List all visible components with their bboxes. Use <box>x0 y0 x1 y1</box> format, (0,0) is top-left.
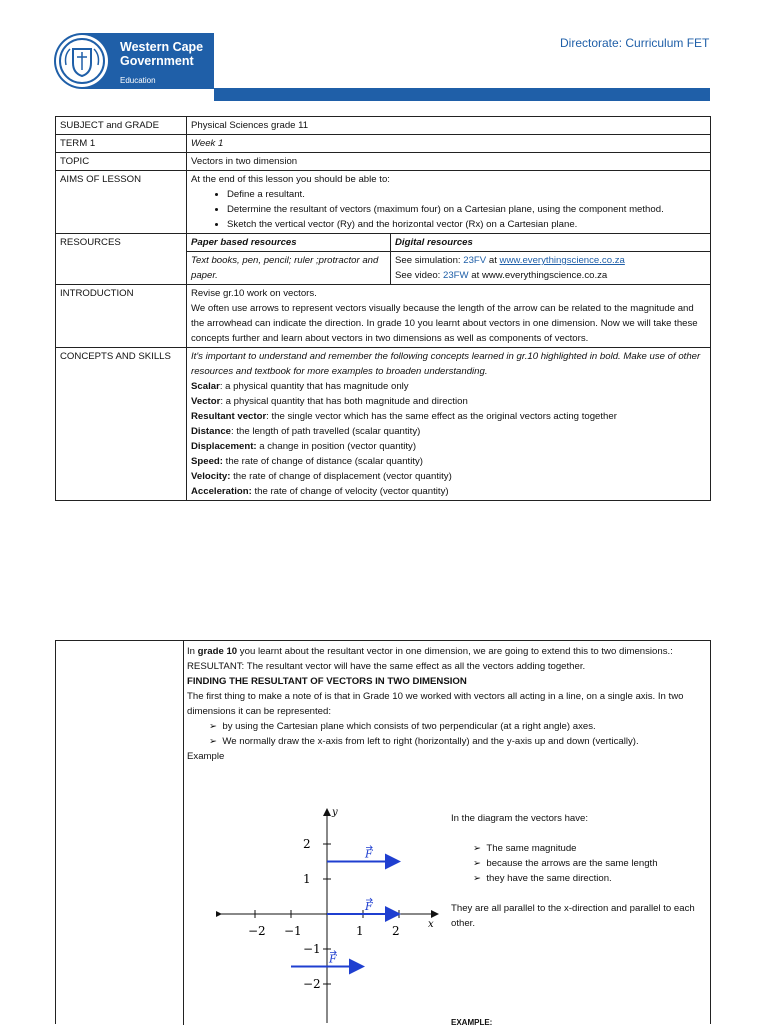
video-line <box>395 268 706 283</box>
term-definition: the rate of change of displacement (vector quantity) <box>230 471 452 482</box>
x-tick-label: 1 <box>356 924 364 938</box>
term-name: Acceleration: <box>191 486 252 497</box>
term-name: Speed: <box>191 456 223 467</box>
term-definition: : the single vector which has the same effect as the original vectors acting together <box>266 411 617 422</box>
term-definition: : the length of path travelled (scalar quantity) <box>231 426 421 437</box>
term-name: Resultant vector <box>191 411 267 422</box>
x-tick-label: −1 <box>284 924 302 938</box>
y-tick-label: 1 <box>303 872 311 886</box>
subject-label: SUBJECT and GRADE <box>56 117 187 135</box>
list-item: • Determine the resultant of vectors (maximum four) on a Cartesian plane, using the component method. <box>227 202 706 217</box>
concepts-note: It's important to understand and remember the following concepts learned in gr.10 highlighted in bold. Make use of other resources and textbook for more examples to broaden understanding. <box>191 351 701 377</box>
list-item: ➢ We normally draw the x-axis from left to right (horizontally) and the y-axis up and down (vertically). <box>209 736 639 747</box>
resources-label: RESOURCES <box>56 234 187 285</box>
digital-resources-cell <box>391 252 711 285</box>
list-item <box>191 469 706 484</box>
paragraph-two: The first thing to make a note of is that in Grade 10 we worked with vectors all acting in a line, on a single axis. In two dimensions it can be represented: <box>187 691 684 717</box>
vector-label: F <box>365 900 373 913</box>
topic-value: Vectors in two dimension <box>187 153 711 171</box>
bullet-text: by using the Cartesian plane which consists of two perpendicular (at a right angle) axes. <box>222 721 596 732</box>
video-url: www.everythingscience.co.za <box>481 270 608 281</box>
notes-intro: In the diagram the vectors have: <box>451 813 589 824</box>
x-tick-label: −2 <box>248 924 266 938</box>
list-item: ➢ they have the same direction. <box>473 873 612 884</box>
example-label: Example <box>187 751 225 762</box>
term-name: Velocity: <box>191 471 231 482</box>
bullet-text: they have the same direction. <box>486 873 612 884</box>
bold-text: grade 10 <box>197 646 238 657</box>
bullet-text: The same magnitude <box>486 843 577 854</box>
list-item <box>191 424 706 439</box>
subject-value: Physical Sciences grade 11 <box>187 117 711 135</box>
topic-label: TOPIC <box>56 153 187 171</box>
aims-cell <box>187 171 711 234</box>
vector-label: F <box>365 847 373 861</box>
term-definition: : a physical quantity that has both magnitude and direction <box>220 396 468 407</box>
term-value: Week 1 <box>187 135 711 153</box>
list-item <box>191 409 706 424</box>
y-tick-label: −2 <box>303 977 321 991</box>
bullet-text: We normally draw the x-axis from left to right (horizontally) and the y-axis up and down (vertically). <box>222 736 639 747</box>
term-name: Displacement: <box>191 441 257 452</box>
aims-list <box>191 187 706 232</box>
simulation-code-link[interactable]: 23FV <box>463 255 487 266</box>
table-row <box>56 348 711 501</box>
list-item <box>191 379 706 394</box>
concepts-label: CONCEPTS AND SKILLS <box>56 348 187 501</box>
list-item: ➢ by using the Cartesian plane which consists of two perpendicular (at a right angle) axes. <box>209 721 596 732</box>
table-row <box>56 234 711 252</box>
y-tick-label: 2 <box>303 837 311 851</box>
section-two-content <box>187 644 702 764</box>
wcg-logo <box>54 33 214 89</box>
list-item: • Define a resultant. <box>227 187 706 202</box>
notes-paragraph: They are all parallel to the x-direction and parallel to each other. <box>451 903 695 929</box>
table-row <box>56 117 711 135</box>
list-item: ➢ The same magnitude <box>473 843 577 854</box>
vector-diagram <box>216 801 466 1025</box>
column-divider <box>183 641 184 1025</box>
introduction-label: INTRODUCTION <box>56 285 187 348</box>
simulation-prefix: See simulation: <box>395 255 464 266</box>
section-heading: FINDING THE RESULTANT OF VECTORS IN TWO DIMENSION <box>187 676 467 687</box>
section-two-table <box>55 640 711 1027</box>
bullet-text: because the arrows are the same length <box>486 858 658 869</box>
x-tick-label: 2 <box>392 924 400 938</box>
table-row <box>56 135 711 153</box>
example-heading: EXAMPLE: <box>451 1018 493 1027</box>
aims-intro: At the end of this lesson you should be able to: <box>191 174 390 185</box>
term-definition: the rate of change of velocity (vector quantity) <box>251 486 449 497</box>
term-name: Vector <box>191 396 221 407</box>
directorate-title: Directorate: Curriculum FET <box>560 36 710 50</box>
list-item: ➢ because the arrows are the same length <box>473 858 658 869</box>
aims-label: AIMS OF LESSON <box>56 171 187 234</box>
term-name: Distance <box>191 426 231 437</box>
x-axis-label: x <box>428 919 434 930</box>
paragraph-grade10 <box>187 644 702 659</box>
video-prefix: See video: <box>395 270 444 281</box>
table-row <box>56 153 711 171</box>
logo-title: Western Cape Government <box>120 40 204 68</box>
lesson-plan-table <box>55 116 711 501</box>
term-definition: the rate of change of distance (scalar quantity) <box>223 456 423 467</box>
diagram-notes <box>451 811 711 931</box>
list-item <box>191 439 706 454</box>
simulation-line <box>395 253 706 268</box>
y-axis-label: y <box>332 807 338 818</box>
paper-resources-heading: Paper based resources <box>187 234 391 252</box>
introduction-text: Revise gr.10 work on vectors. We often use arrows to represent vectors visually because the length of the arrow can be related to the magnitude and the arrowhead can indicate the direction. In grade 10 you learnt about vectors in one dimension. Now we will take these concepts further and learn about vectors in two dimensions as well as components of vectors. <box>187 285 711 348</box>
term-name: Scalar <box>191 381 220 392</box>
y-tick-label: −1 <box>303 942 321 956</box>
video-at: at <box>468 270 482 281</box>
header-rule <box>214 88 710 101</box>
digital-resources-heading: Digital resources <box>391 234 711 252</box>
term-definition: a change in position (vector quantity) <box>256 441 417 452</box>
video-code-link[interactable]: 23FW <box>443 270 469 281</box>
logo-subtitle: Education <box>120 76 156 85</box>
table-row <box>56 285 711 348</box>
paper-resources-text: Text books, pen, pencil; ruler ;protractor and paper. <box>187 252 391 285</box>
list-item <box>191 484 706 499</box>
list-item: • Sketch the vertical vector (Ry) and the horizontal vector (Rx) on a Cartesian plane. <box>227 217 706 232</box>
coat-of-arms-icon <box>56 35 108 87</box>
simulation-at: at <box>486 255 500 266</box>
list-item <box>191 394 706 409</box>
page-header <box>0 0 768 110</box>
list-item <box>191 454 706 469</box>
text-span: you learnt about the resultant vector in one dimension, we are going to extend this to two dimensions.: <box>237 646 673 657</box>
term-definition: : a physical quantity that has magnitude only <box>219 381 409 392</box>
simulation-url-link[interactable]: www.everythingscience.co.za <box>499 255 625 266</box>
term-label: TERM 1 <box>56 135 187 153</box>
concepts-cell <box>187 348 711 501</box>
table-row <box>56 171 711 234</box>
resultant-definition: RESULTANT: The resultant vector will have the same effect as all the vectors adding together. <box>187 661 586 672</box>
vector-label: F <box>329 952 337 966</box>
text-span: In <box>187 646 198 657</box>
